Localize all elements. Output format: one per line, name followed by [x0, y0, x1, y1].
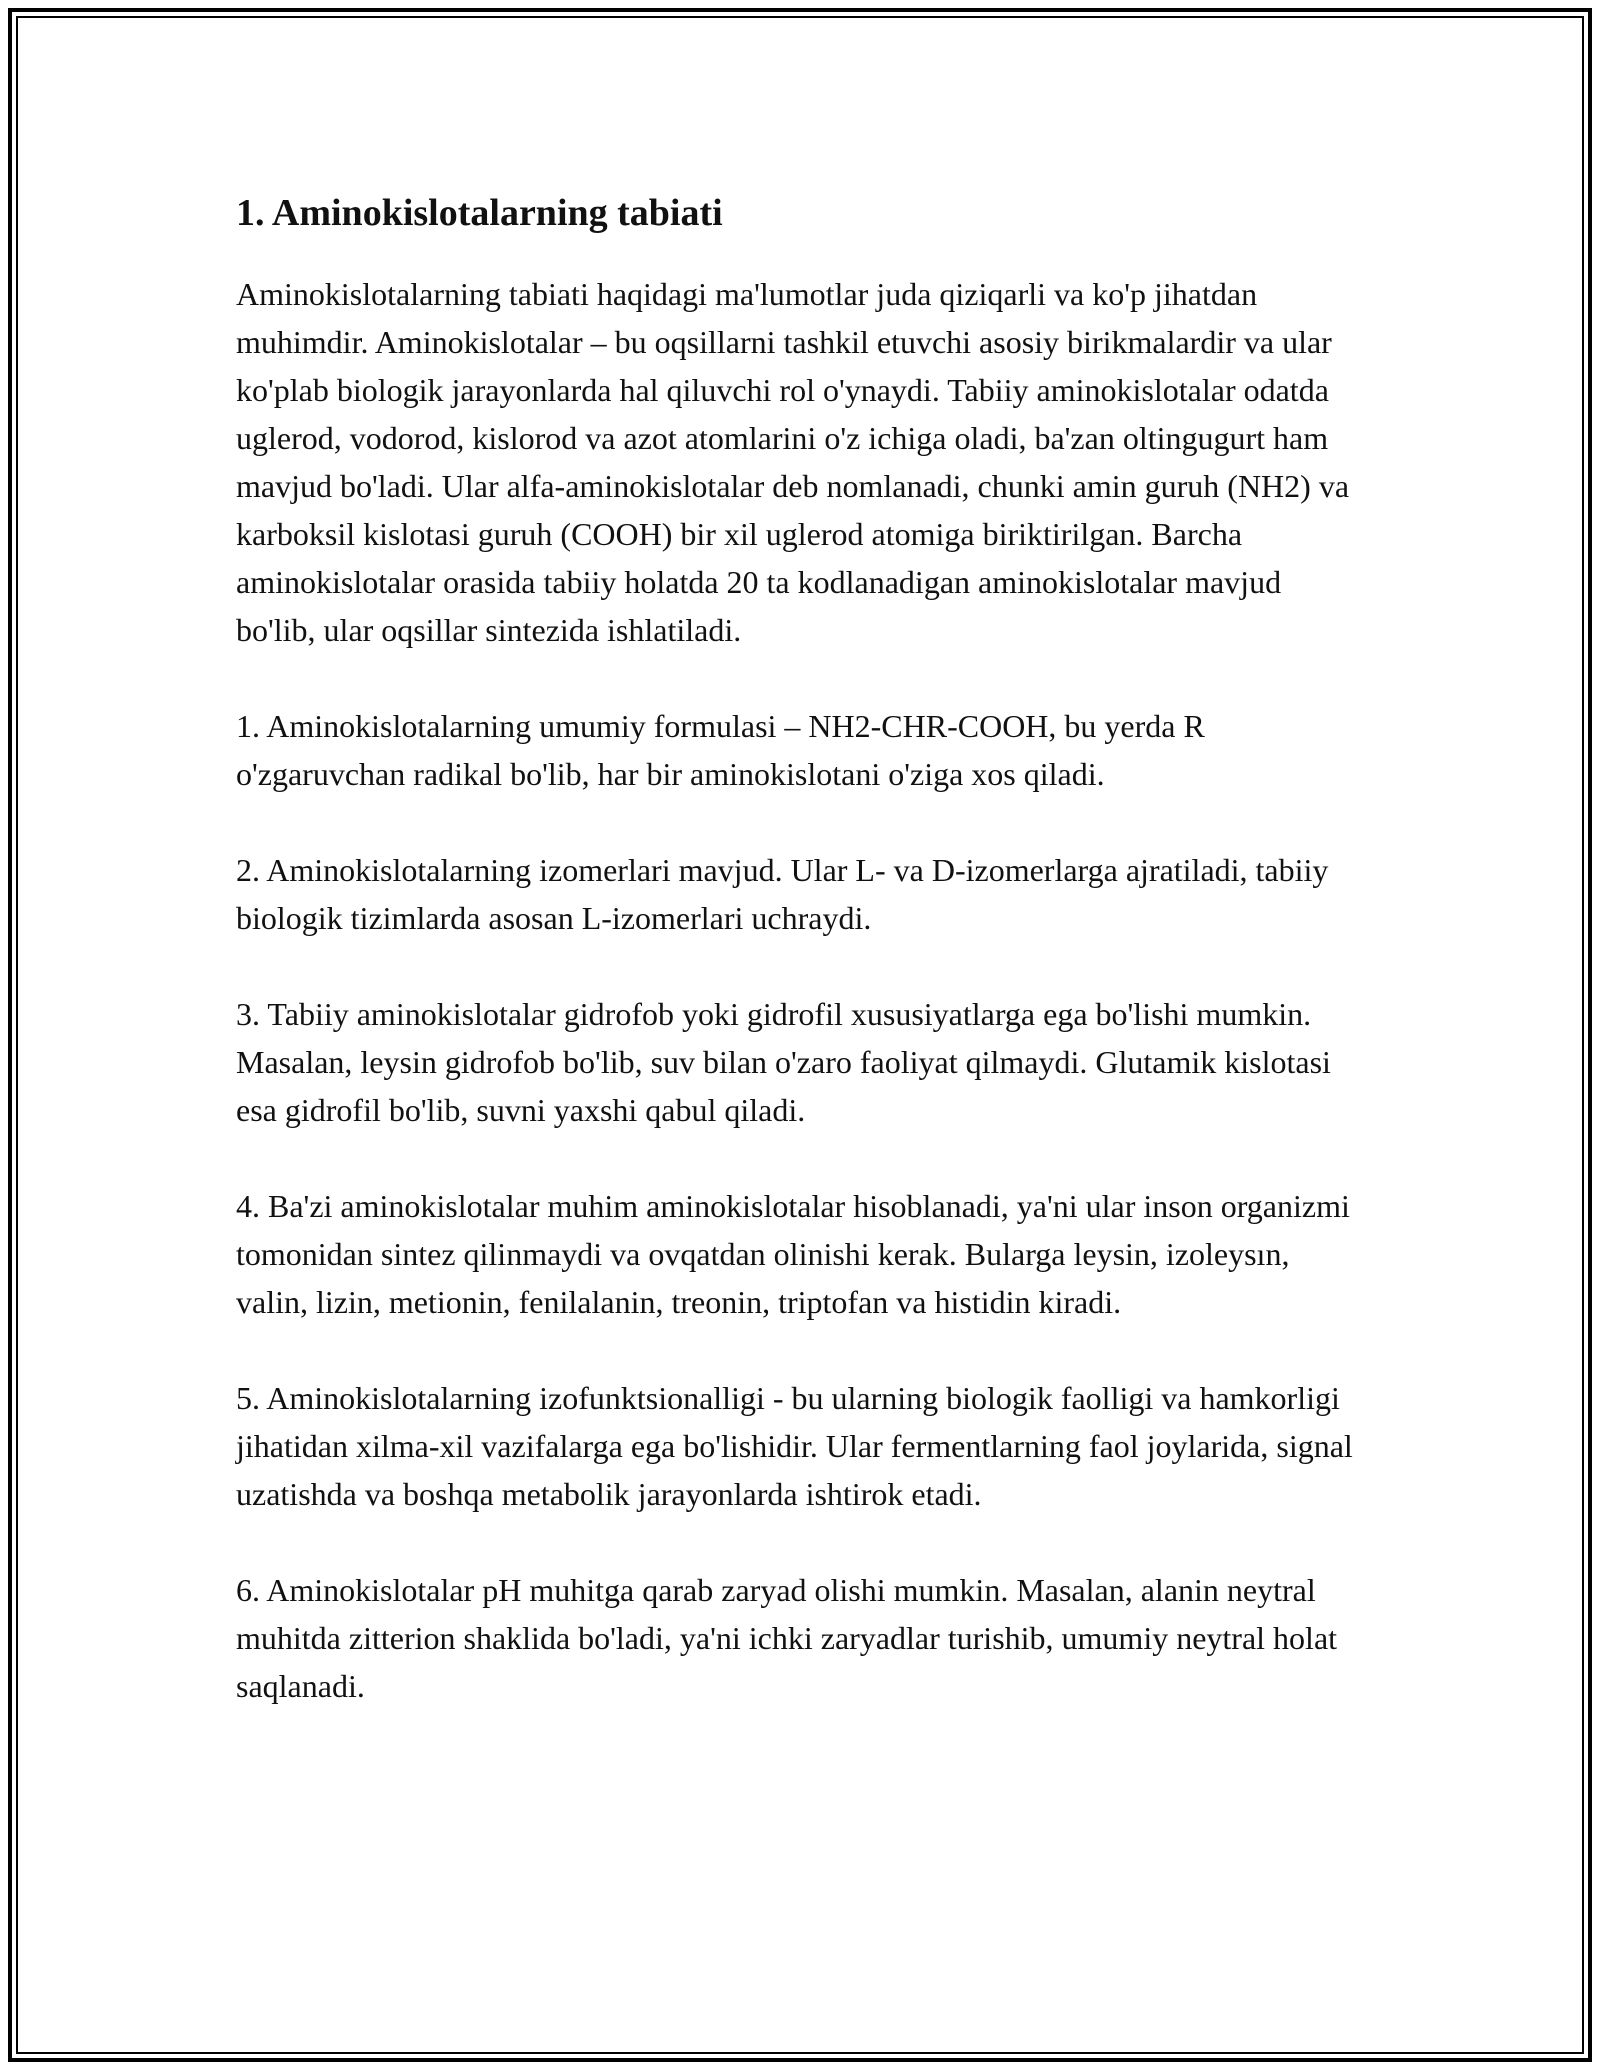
list-item: 5. Aminokislotalarning izofunktsionalligi - bu ularning biologik faolligi va hamkorligi jihatidan xilma-xil vazifalarga ega bo'lishidir. Ular fermentlarning faol joylarida, signal uzatishda va boshqa metabolik jarayonlarda ishtirok etadi.: [236, 1380, 1353, 1512]
intro-paragraph: Aminokislotalarning tabiati haqidagi ma'lumotlar juda qiziqarli va ko'p jihatdan muhimdir. Aminokislotalar – bu oqsillarni tashkil etuvchi asosiy birikmalardir va ular ko'plab biologik jarayonlarda hal qiluvchi rol o'ynaydi. Tabiiy aminokislotalar odatda uglerod, vodorod, kislorod va azot atomlarini o'z ichiga oladi, ba'zan oltingugurt ham mavjud bo'ladi. Ular alfa-aminokislotalar deb nomlanadi, chunki amin guruh (NH2) va karboksil kislotasi guruh (COOH) bir xil uglerod atomiga biriktirilgan. Barcha aminokislotalar orasida tabiiy holatda 20 ta kodlanadigan aminokislotalar mavjud bo'lib, ular oqsillar sintezida ishlatiladi.: [236, 276, 1350, 648]
page-title: 1. Aminokislotalarning tabiati: [236, 192, 723, 234]
list-item: 1. Aminokislotalarning umumiy formulasi – NH2-CHR-COOH, bu yerda R o'zgaruvchan radikal bo'lib, har bir aminokislotani o'ziga xos qiladi.: [236, 708, 1205, 792]
list-item: 6. Aminokislotalar pH muhitga qarab zaryad olishi mumkin. Masalan, alanin neytral muhitda zitterion shaklida bo'ladi, ya'ni ichki zaryadlar turishib, umumiy neytral holat saqlanadi.: [236, 1572, 1338, 1704]
list-item: 2. Aminokislotalarning izomerlari mavjud. Ular L- va D-izomerlarga ajratiladi, tabiiy biologik tizimlarda asosan L-izomerlari uchraydi.: [236, 852, 1329, 936]
document-body: [236, 188, 1366, 1710]
list-item: 4. Ba'zi aminokislotalar muhim aminokislotalar hisoblanadi, ya'ni ular inson organizmi tomonidan sintez qilinmaydi va ovqatdan olinishi kerak. Bularga leysin, izoleysın, valin, lizin, metionin, fenilalanin, treonin, triptofan va histidin kiradi.: [236, 1188, 1350, 1320]
list-item: 3. Tabiiy aminokislotalar gidrofob yoki gidrofil xususiyatlarga ega bo'lishi mumkin. Masalan, leysin gidrofob bo'lib, suv bilan o'zaro faoliyat qilmaydi. Glutamik kislotasi esa gidrofil bo'lib, suvni yaxshi qabul qiladi.: [236, 996, 1331, 1128]
